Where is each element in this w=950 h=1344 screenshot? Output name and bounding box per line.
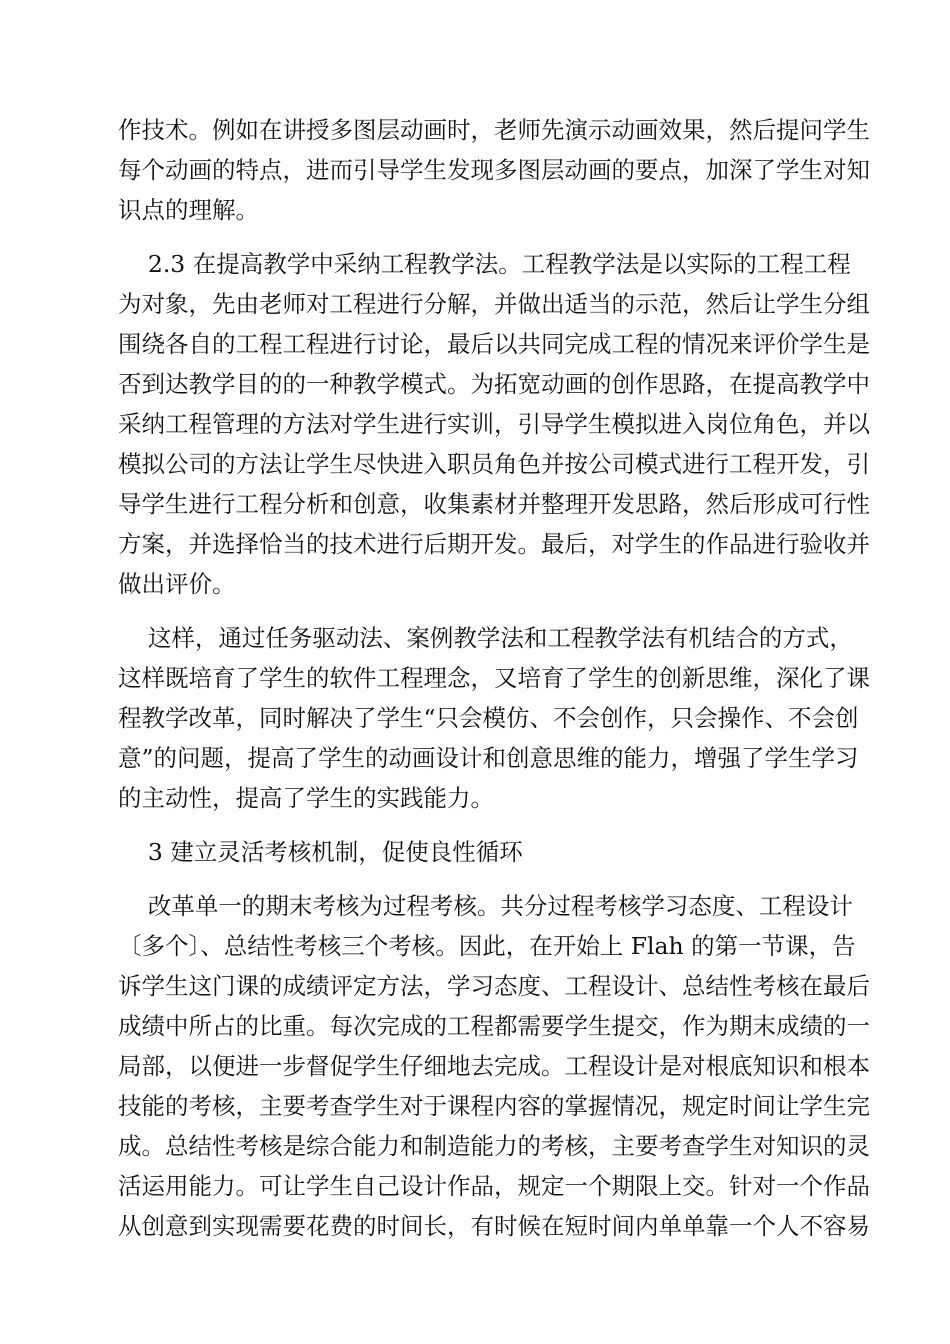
text-line: 这样，通过任务驱动法、案例教学法和工程教学法有机结合的方式， — [118, 624, 853, 652]
document-body — [118, 110, 870, 1260]
text-line: 围绕各自的工程工程进行讨论，最后以共同完成工程的情况来评价学生是 — [118, 330, 870, 358]
text-line: 局部，以便进一步督促学生仔细地去完成。工程设计是对根底知识和根本 — [118, 1052, 870, 1080]
text-line: 意”的问题，提高了学生的动画设计和创意思维的能力，增强了学生学习 — [118, 744, 859, 772]
text-line: 否到达教学目的的一种教学模式。为拓宽动画的创作思路，在提高教学中 — [118, 370, 870, 398]
paragraph — [118, 110, 870, 230]
text-line: 模拟公司的方法让学生尽快进入职员角色并按公司模式进行工程开发，引 — [118, 450, 870, 478]
paragraph — [118, 886, 870, 1246]
text-line: 程教学改革，同时解决了学生“只会模仿、不会创作，只会操作、不会创 — [118, 704, 859, 732]
text-line: 成。总结性考核是综合能力和制造能力的考核，主要考查学生对知识的灵 — [118, 1132, 870, 1160]
text-line: 技能的考核，主要考查学生对于课程内容的掌握情况，规定时间让学生完 — [118, 1092, 870, 1120]
text-line: 采纳工程管理的方法对学生进行实训，引导学生模拟进入岗位角色，并以 — [118, 410, 870, 438]
text-line: 做出评价。 — [118, 570, 236, 598]
text-line: 导学生进行工程分析和创意，收集素材并整理开发思路，然后形成可行性 — [118, 490, 870, 518]
paragraph — [118, 244, 870, 604]
text-line: 作技术。例如在讲授多图层动画时，老师先演示动画效果，然后提问学生 — [118, 116, 870, 144]
text-line: 从创意到实现需要花费的时间长，有时候在短时间内单单靠一个人不容易 — [118, 1212, 870, 1240]
paragraph — [118, 832, 830, 872]
text-line: 为对象，先由老师对工程进行分解，并做出适当的示范，然后让学生分组 — [118, 290, 870, 318]
text-line: 的主动性，提高了学生的实践能力。 — [118, 784, 494, 812]
text-line: 3 建立灵活考核机制，促使良性循环 — [118, 838, 523, 866]
text-line: 2.3 在提高教学中采纳工程教学法。工程教学法是以实际的工程工程 — [118, 250, 851, 278]
text-line: 改革单一的期末考核为过程考核。共分过程考核学习态度、工程设计 — [118, 892, 853, 920]
text-line: 每个动画的特点，进而引导学生发现多图层动画的要点，加深了学生对知 — [118, 156, 870, 184]
text-line: 方案，并选择恰当的技术进行后期开发。最后，对学生的作品进行验收并 — [118, 530, 870, 558]
paragraph — [118, 618, 870, 818]
text-line: 这样既培育了学生的软件工程理念，又培育了学生的创新思维，深化了课 — [118, 664, 870, 692]
text-line: 活运用能力。可让学生自己设计作品，规定一个期限上交。针对一个作品 — [118, 1172, 870, 1200]
text-line: 成绩中所占的比重。每次完成的工程都需要学生提交，作为期末成绩的一 — [118, 1012, 870, 1040]
text-line: 〔多个〕、总结性考核三个考核。因此，在开始上 Flah 的第一节课，告 — [118, 932, 856, 960]
text-line: 诉学生这门课的成绩评定方法，学习态度、工程设计、总结性考核在最后 — [118, 972, 870, 1000]
text-line: 识点的理解。 — [118, 196, 259, 224]
